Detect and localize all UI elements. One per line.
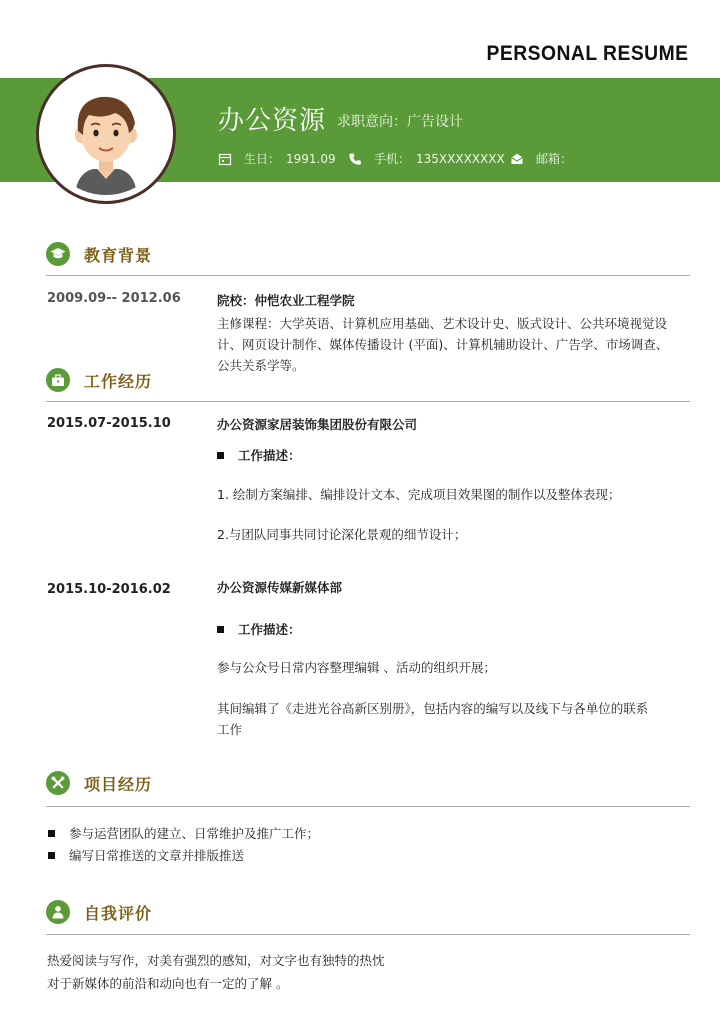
birthday-label: 生日：	[244, 152, 281, 166]
projects-section-header	[46, 771, 152, 795]
job-intent-value: 广告设计	[407, 114, 463, 130]
education-title: 教育背景	[84, 245, 153, 265]
phone	[348, 150, 505, 167]
page-title: PERSONAL RESUME	[486, 42, 688, 65]
project-item-text: 参与运营团队的建立、日常维护及推广工作；	[69, 826, 320, 841]
work-section-header	[46, 368, 152, 392]
job-desc-label-text: 工作描述：	[238, 448, 301, 463]
bullet-square	[217, 626, 224, 633]
bullet-square	[48, 830, 55, 837]
job-desc-line: 2.与团队同事共同讨论深化景观的细节设计；	[217, 527, 467, 542]
education-courses-line: 计、网页设计制作、媒体传播设计 (平面)、计算机辅助设计、广告学、市场调查、	[217, 337, 669, 352]
education-date: 2009.09-- 2012.06	[47, 291, 181, 306]
tools-icon	[46, 771, 70, 795]
projects-title: 项目经历	[84, 774, 153, 794]
avatar-illustration	[45, 73, 167, 195]
job-desc-label	[217, 619, 695, 640]
avatar	[36, 64, 176, 204]
divider	[46, 401, 690, 402]
job-desc-label	[217, 445, 695, 466]
person-icon	[46, 900, 70, 924]
job-date: 2015.07-2015.10	[47, 416, 171, 431]
self-eval-line: 对于新媒体的前沿和动向也有一定的了解 。	[47, 976, 289, 991]
birthday-value: 1991.09	[286, 151, 336, 166]
job-company: 办公资源家居装饰集团股份有限公司	[217, 417, 418, 432]
job-intent	[337, 111, 463, 131]
self-eval-title: 自我评价	[84, 903, 153, 923]
job-desc-line: 1. 绘制方案编排、编排设计文本、完成项目效果图的制作以及整体表现；	[217, 487, 621, 502]
bullet-square	[48, 852, 55, 859]
list-item	[48, 824, 319, 842]
education-courses-line: 公共关系学等。	[217, 358, 305, 373]
education-school: 院校：仲恺农业工程学院	[217, 293, 355, 308]
job-desc-line: 参与公众号日常内容整理编辑 、活动的组织开展；	[217, 660, 496, 675]
phone-value: 135XXXXXXXX	[416, 151, 505, 166]
divider	[46, 934, 690, 935]
divider	[46, 275, 690, 276]
email	[510, 150, 572, 167]
candidate-name: 办公资源	[218, 106, 327, 136]
divider	[46, 806, 690, 807]
job-desc-label-text: 工作描述：	[238, 622, 301, 637]
self-eval-line: 热爱阅读与写作，对美有强烈的感知，对文字也有独特的热忱	[47, 953, 385, 968]
mail-icon	[510, 152, 526, 166]
job-company: 办公资源传媒新媒体部	[217, 580, 343, 595]
education-courses-line: 主修课程：大学英语、计算机应用基础、艺术设计史、版式设计、公共环境视觉设	[217, 316, 668, 331]
education-section-header	[46, 242, 152, 266]
calendar-icon	[218, 152, 234, 166]
phone-icon	[348, 152, 364, 166]
project-item-text: 编写日常推送的文章并排版推送	[69, 848, 245, 863]
briefcase-icon	[46, 368, 70, 392]
birthday	[218, 150, 336, 167]
work-title: 工作经历	[84, 371, 153, 391]
self-eval-section-header	[46, 900, 152, 924]
job-intent-label: 求职意向：	[337, 114, 407, 130]
phone-label: 手机：	[374, 152, 411, 166]
graduation-cap-icon	[46, 242, 70, 266]
bullet-square	[217, 452, 224, 459]
job-date: 2015.10-2016.02	[47, 582, 171, 597]
email-label: 邮箱：	[536, 152, 573, 166]
job-desc-line: 其间编辑了《走进光谷高新区别册》，包括内容的编写以及线下与各单位的联系	[217, 701, 649, 716]
list-item	[48, 846, 244, 864]
job-desc-line: 工作	[217, 722, 243, 737]
